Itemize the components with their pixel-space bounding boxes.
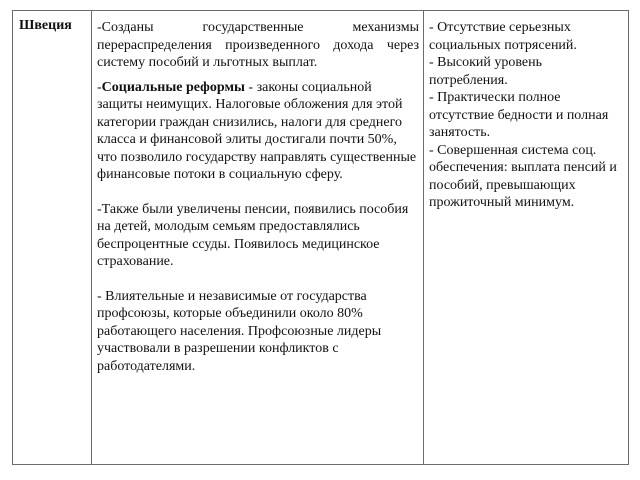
measure-paragraph-3: -Также были увеличены пенсии, появились пособия на детей, молодым семьям предоставлялись беспроцентные ссуды. Появилось медицинское страхование. bbox=[97, 201, 409, 269]
country-name: Швеция bbox=[19, 18, 72, 33]
paragraph-spacer bbox=[97, 184, 419, 201]
measure-paragraph-2-prefix: - bbox=[97, 79, 102, 95]
result-item: - Практически полное отсутствие бедности и полная занятость. bbox=[429, 90, 609, 140]
measure-paragraph-1: -Созданы государственные механизмы перераспределения произведенного дохода через систему пособий и льготных выплат. bbox=[97, 20, 419, 70]
paragraph-spacer bbox=[97, 271, 419, 288]
social-reforms-heading: Социальные реформы bbox=[101, 79, 245, 95]
measure-paragraph-2 bbox=[97, 79, 419, 184]
result-item: - Совершенная система соц. обеспечения: выплата пенсий и пособий, превышающих прожиточный минимум. bbox=[429, 142, 617, 210]
measure-paragraph-4: - Влиятельные и независимые от государства профсоюзы, которые объединили около 80% работающего населения. Профсоюзные лидеры участвовали в разрешении конфликтов с работодателями. bbox=[97, 288, 382, 374]
comparison-table bbox=[12, 10, 629, 465]
country-cell bbox=[13, 11, 92, 465]
measure-paragraph-2-text: - законы социальной защиты неимущих. Налоговые обложения для этой категории граждан снизились, налоги для среднего класса и финансовой элиты достигали почти 50%, что позволило государству направлять существенные финансовые потоки в социальную сферу. bbox=[97, 79, 417, 182]
measures-cell bbox=[92, 11, 424, 465]
table-row bbox=[13, 11, 629, 465]
result-item: - Отсутствие серьезных социальных потрясений. bbox=[429, 20, 577, 53]
result-item: - Высокий уровень потребления. bbox=[429, 55, 543, 88]
results-cell bbox=[424, 11, 629, 465]
